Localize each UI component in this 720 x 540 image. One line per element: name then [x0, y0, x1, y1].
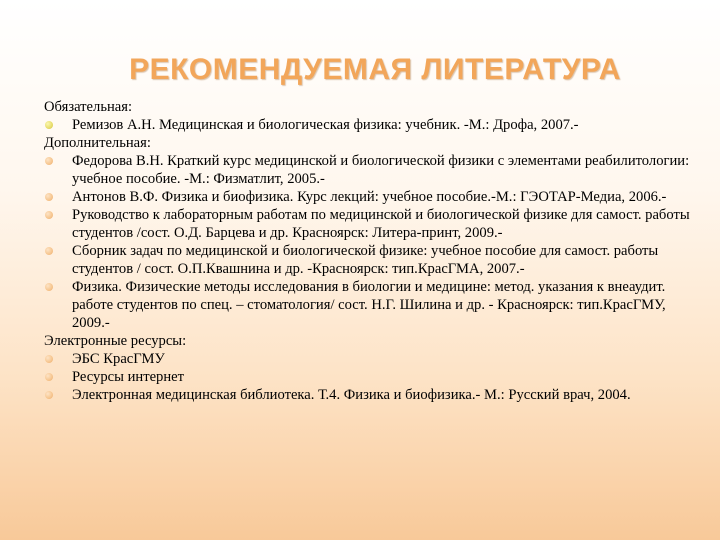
literature-list: [44, 98, 692, 404]
bullet-icon: [45, 211, 53, 219]
bullet-icon: [45, 373, 53, 381]
bullet-icon: [45, 157, 53, 165]
slide-title: РЕКОМЕНДУЕМАЯ ЛИТЕРАТУРА: [129, 53, 621, 86]
list-item: [44, 116, 692, 134]
list-item: [44, 278, 692, 332]
list-item-text: Руководство к лабораторным работам по медицинской и биологической физике для самост. работы студентов /сост. О.Д. Барцева и др. Красноярск: Литера-принт, 2009.-: [72, 207, 690, 241]
bullet-icon: [45, 247, 53, 255]
list-item-text: Электронная медицинская библиотека. Т.4. Физика и биофизика.- М.: Русский врач, 2004.: [72, 387, 631, 403]
list-item: [44, 242, 692, 278]
bullet-icon: [45, 193, 53, 201]
list-item-text: Сборник задач по медицинской и биологической физике: учебное пособие для самост. работы студентов / сост. О.П.Квашнина и др. -Красноярск: тип.КрасГМА, 2007.-: [72, 243, 659, 277]
list-item-text: Физика. Физические методы исследования в биологии и медицине: метод. указания к внеаудит. работе студентов по спец. – стоматология/ сост. Н.Г. Шилина и др. - Красноярск: тип.КрасГМУ, 2009.-: [72, 279, 666, 331]
electronic-list: [44, 350, 692, 404]
list-item: [44, 350, 692, 368]
section-heading-additional: Дополнительная:: [44, 135, 151, 151]
list-item-text: Ремизов А.Н. Медицинская и биологическая физика: учебник. -М.: Дрофа, 2007.-: [72, 117, 579, 133]
list-item-text: Ресурсы интернет: [72, 369, 185, 385]
additional-list: [44, 152, 692, 332]
list-item-text: Антонов В.Ф. Физика и биофизика. Курс лекций: учебное пособие.-М.: ГЭОТАР-Медиа, 2006.-: [72, 189, 667, 205]
list-item-text: Федорова В.Н. Краткий курс медицинской и биологической физики с элементами реабилитологии: учебное пособие. -М.: Физматлит, 2005.-: [72, 153, 690, 187]
list-item-text: ЭБС КрасГМУ: [72, 351, 165, 367]
bullet-icon: [45, 391, 53, 399]
bullet-icon: [45, 121, 53, 129]
list-item: [44, 368, 692, 386]
bullet-icon: [45, 283, 53, 291]
section-heading-electronic: Электронные ресурсы:: [44, 333, 187, 349]
required-list: [44, 116, 692, 134]
list-item: [44, 188, 692, 206]
list-item: [44, 206, 692, 242]
section-heading-required: Обязательная:: [44, 99, 133, 115]
list-item: [44, 152, 692, 188]
list-item: [44, 386, 692, 404]
bullet-icon: [45, 355, 53, 363]
